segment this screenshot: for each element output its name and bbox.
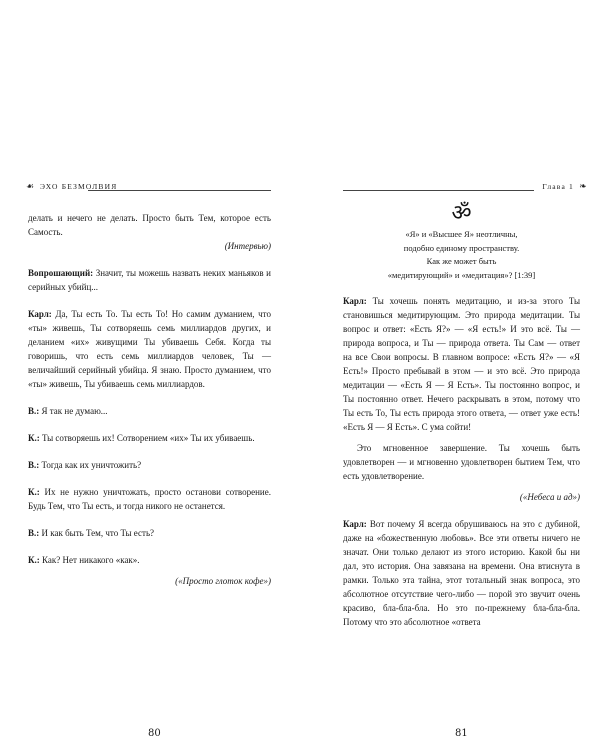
source-citation: (Интервью) bbox=[224, 241, 271, 251]
speaker-label: К.: bbox=[28, 555, 40, 565]
dialogue-text: Да, Ты есть То. Ты есть То! Но самим думанием, что «ты» живешь, Ты сотворяешь семь миллиардов других, и деланием «их» живущими Ты убиваешь Себя. Когда ты говоришь, что есть семь миллиардов человек, Ты — величайший серийный убийца. Я знаю. Просто думанием, что «ты» живешь, Ты убиваешь семь миллиардов. bbox=[28, 309, 271, 389]
dialogue-text: Я так не думаю... bbox=[39, 406, 108, 416]
dialogue-text: Тогда как их уничтожить? bbox=[39, 460, 142, 470]
epigraph-line: «медитирующий» и «медитация»? [1:39] bbox=[387, 269, 536, 280]
page-number: 81 bbox=[455, 728, 468, 739]
om-symbol-icon: ॐ bbox=[451, 201, 472, 226]
dialogue-text: Их не нужно уничтожать, просто останови сотворение. Будь Тем, что Ты есть, и тогда никого не останется. bbox=[28, 487, 271, 511]
page-number: 80 bbox=[148, 728, 161, 739]
epigraph-line: «Я» и «Высшее Я» неотличны, bbox=[405, 229, 518, 239]
header-rule bbox=[343, 190, 534, 191]
dialogue-line bbox=[343, 294, 580, 434]
book-title-header: ЭХО БЕЗМОЛВИЯ bbox=[40, 182, 118, 191]
dialogue-text: Как? Нет никакого «как». bbox=[39, 555, 140, 565]
paragraph: Это мгновенное завершение. Ты хочешь быть удовлетворен — и мгновенно удовлетворен бытием Тем, что есть удовлетворение. bbox=[343, 443, 580, 481]
epigraph-line: Как же может быть bbox=[426, 256, 497, 266]
dialogue-line bbox=[28, 485, 271, 513]
dialogue-line bbox=[343, 517, 580, 629]
speaker-label: В.: bbox=[28, 460, 40, 470]
speaker-label: Карл: bbox=[28, 309, 52, 319]
dialogue-text: Ты сотворяешь их! Сотворением «их» Ты их убиваешь. bbox=[39, 433, 255, 443]
left-body bbox=[28, 211, 271, 588]
dialogue-text: Вот почему Я всегда обрушиваюсь на это с дубиной, даже на «божественную любовь». Все эти ответы ничего не значат. Они только делают из этого историю. Какой бы ни дал, это история. Она завязана на времени. Она втиснута в рамки. Только эта тайна, этот тотальный знак вопроса, это абсолютное отсутствие чего-либо — порой это звучит очень красиво, бла-бла-бла. Но это по-прежнему бла-бла-бла. Потому что это абсолютное «ответа bbox=[343, 519, 580, 627]
dialogue-text: Значит, ты можешь назвать неких маньяков и серийных убийц... bbox=[28, 268, 271, 292]
dialogue-line bbox=[28, 553, 271, 567]
source-citation: («Небеса и ад») bbox=[519, 492, 580, 502]
dialogue-line bbox=[28, 266, 271, 294]
left-page bbox=[26, 180, 271, 739]
dialogue-line bbox=[28, 526, 271, 540]
paragraph: делать и нечего не делать. Просто быть Тем, которое есть Самость. bbox=[28, 213, 271, 237]
epigraph bbox=[343, 228, 580, 282]
epigraph-line: подобно единому пространству. bbox=[403, 242, 520, 253]
speaker-label: К.: bbox=[28, 487, 40, 497]
chapter-header: Глава 1 bbox=[542, 182, 574, 191]
dialogue-line bbox=[28, 404, 271, 418]
speaker-label: В.: bbox=[28, 406, 40, 416]
source-citation: («Просто глоток кофе») bbox=[175, 576, 271, 586]
dialogue-line bbox=[28, 307, 271, 391]
header-rule bbox=[88, 190, 271, 191]
left-running-head bbox=[28, 180, 271, 194]
dialogue-line bbox=[28, 431, 271, 445]
right-body bbox=[343, 294, 580, 629]
fleuron-ornament-icon: ❧ bbox=[579, 181, 588, 191]
dialogue-line bbox=[28, 458, 271, 472]
right-page bbox=[343, 180, 588, 739]
dialogue-text: Ты хочешь понять медитацию, и из-за этого Ты становишься медитирующим. Это природа медитации. Ты вопрос и ответ: «Есть Я?» — «Я есть!» И это всё. Ты — природа вопроса, и Ты — природа ответа. Ты Сам — ответ на все Свои вопросы. В главном вопросе: «Есть Я?» — «Я Есть!» Просто пребывай в этом — и это всё. Это природа медитации — «Есть Я — Я Есть». Ты постоянно вопрос, и Ты постоянно ответ. Нечего раскрывать в этом, потому что Ты есть То, Ты есть природа этого ответа, — ответ уже есть! «Есть Я — Я Есть». С ума сойти! bbox=[343, 296, 580, 432]
dialogue-text: И как быть Тем, что Ты есть? bbox=[39, 528, 155, 538]
speaker-label: В.: bbox=[28, 528, 40, 538]
fleuron-ornament-icon: ☙ bbox=[26, 181, 36, 191]
speaker-label: К.: bbox=[28, 433, 40, 443]
right-running-head bbox=[343, 180, 588, 194]
speaker-label: Вопрошающий: bbox=[28, 268, 94, 278]
speaker-label: Карл: bbox=[343, 519, 367, 529]
speaker-label: Карл: bbox=[343, 296, 367, 306]
